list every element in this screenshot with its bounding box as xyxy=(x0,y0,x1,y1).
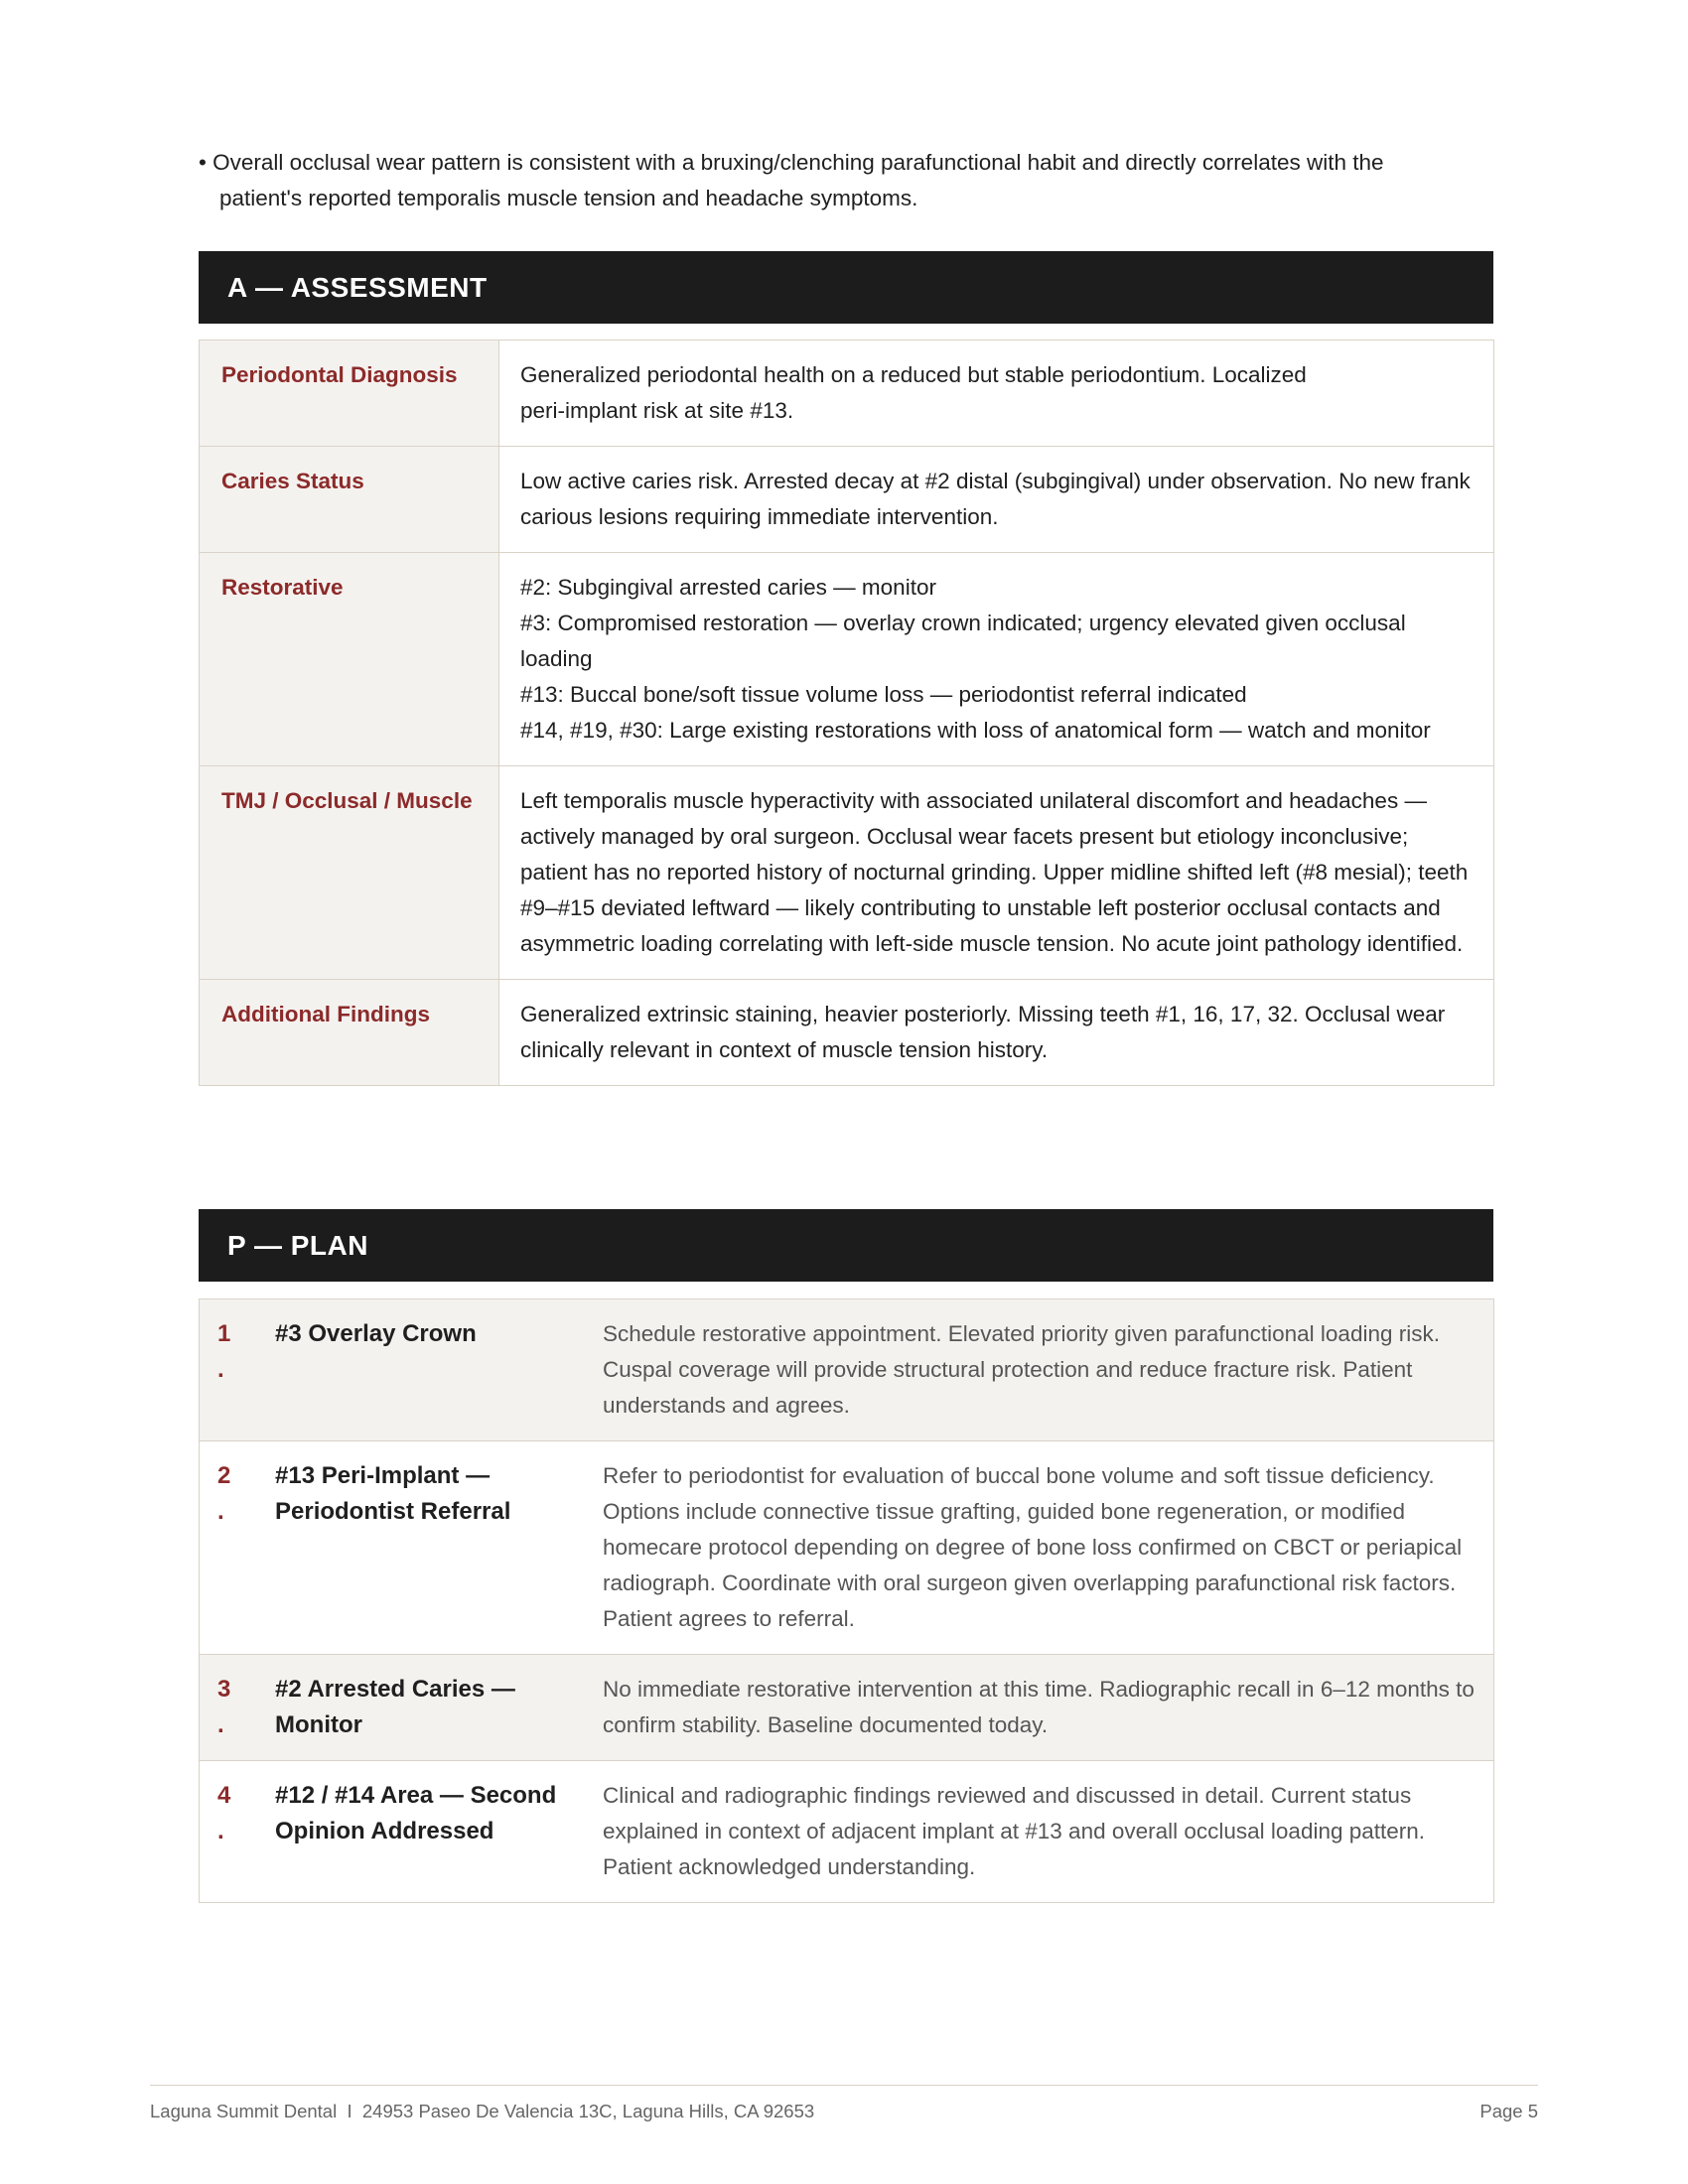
number-digit: 2 xyxy=(217,1462,231,1489)
plan-header: P — PLAN xyxy=(199,1209,1493,1282)
number-dot: . xyxy=(217,1711,224,1738)
row-value xyxy=(499,553,1494,766)
plan-item-desc: Clinical and radiographic findings reviewed and discussed in detail. Current status explained in context of adjacent implant at #13 and overall occlusal loading pattern. Patient acknowledged understanding. xyxy=(603,1761,1494,1903)
footer-page-number: Page 5 xyxy=(1479,2101,1538,2121)
intro-bullet xyxy=(199,145,1489,216)
intro-text-1: Overall occlusal wear pattern is consistent with a bruxing/clenching parafunctional habit and directly correlates with the xyxy=(212,150,1384,175)
row-value xyxy=(499,766,1494,980)
row-value xyxy=(499,447,1494,553)
value-line: peri-implant risk at site #13. xyxy=(520,398,794,423)
number-digit: 1 xyxy=(217,1320,231,1347)
number-dot: . xyxy=(217,1818,224,1844)
row-label: Restorative xyxy=(200,553,499,766)
plan-item xyxy=(200,1441,1494,1655)
row-value xyxy=(499,980,1494,1086)
plan-item xyxy=(200,1299,1494,1441)
value-line: Left temporalis muscle hyperactivity with associated unilateral discomfort and headaches — actively managed by oral surgeon. Occlusal wear facets present but etiology inconclusive; patient has no reported history of nocturnal grinding. Upper midline shifted left (#8 mesial); teeth #9–#15 deviated leftward — likely contributing to unstable left posterior occlusal contacts and asymmetric loading correlating with left-side muscle tension. No acute joint pathology identified. xyxy=(520,788,1469,956)
footer-practice-info: Laguna Summit Dental I 24953 Paseo De Valencia 13C, Laguna Hills, CA 92653 xyxy=(150,2101,815,2121)
row-label: Caries Status xyxy=(200,447,499,553)
table-row xyxy=(200,553,1494,766)
table-row xyxy=(200,447,1494,553)
value-line: Generalized extrinsic staining, heavier posteriorly. Missing teeth #1, 16, 17, 32. Occlusal wear clinically relevant in context of muscle tension history. xyxy=(520,1002,1446,1062)
number-digit: 4 xyxy=(217,1782,231,1809)
table-row xyxy=(200,766,1494,980)
plan-item-title: #2 Arrested Caries — Monitor xyxy=(255,1655,603,1761)
plan-item-title: #12 / #14 Area — Second Opinion Addressed xyxy=(255,1761,603,1903)
row-value xyxy=(499,341,1494,447)
row-label: TMJ / Occlusal / Muscle xyxy=(200,766,499,980)
number-digit: 3 xyxy=(217,1676,231,1703)
assessment-table xyxy=(199,340,1494,1086)
value-line: #14, #19, #30: Large existing restorations with loss of anatomical form — watch and monitor xyxy=(520,718,1431,743)
table-row xyxy=(200,341,1494,447)
intro-line-2: patient's reported temporalis muscle tension and headache symptoms. xyxy=(219,186,918,210)
number-dot: . xyxy=(217,1498,224,1525)
plan-item-desc: Refer to periodontist for evaluation of buccal bone volume and soft tissue deficiency. Options include connective tissue grafting, guided bone regeneration, or modified homecare protocol depending on degree of bone loss confirmed on CBCT or periapical radiograph. Coordinate with oral surgeon given overlapping parafunctional risk factors. Patient agrees to referral. xyxy=(603,1441,1494,1655)
row-label: Additional Findings xyxy=(200,980,499,1086)
value-line: #2: Subgingival arrested caries — monitor xyxy=(520,575,936,600)
value-line: #13: Buccal bone/soft tissue volume loss — periodontist referral indicated xyxy=(520,682,1247,707)
plan-item-number xyxy=(200,1299,256,1441)
value-line: Generalized periodontal health on a reduced but stable periodontium. Localized xyxy=(520,362,1307,387)
value-line: Low active caries risk. Arrested decay at #2 distal (subgingival) under observation. No new frank carious lesions requiring immediate intervention. xyxy=(520,469,1471,529)
bullet-marker: • xyxy=(199,150,207,175)
value-line: #3: Compromised restoration — overlay crown indicated; urgency elevated given occlusal loading xyxy=(520,611,1406,671)
assessment-header: A — ASSESSMENT xyxy=(199,251,1493,324)
plan-item xyxy=(200,1655,1494,1761)
plan-item-title: #3 Overlay Crown xyxy=(255,1299,603,1441)
intro-line-1 xyxy=(199,145,1489,181)
plan-item xyxy=(200,1761,1494,1903)
plan-table xyxy=(199,1298,1494,1903)
plan-item-title: #13 Peri-Implant — Periodontist Referral xyxy=(255,1441,603,1655)
plan-item-desc: Schedule restorative appointment. Elevated priority given parafunctional loading risk. Cuspal coverage will provide structural protection and reduce fracture risk. Patient understands and agrees. xyxy=(603,1299,1494,1441)
plan-item-number xyxy=(200,1761,256,1903)
number-dot: . xyxy=(217,1356,224,1383)
footer-divider xyxy=(150,2085,1538,2086)
row-label: Periodontal Diagnosis xyxy=(200,341,499,447)
plan-item-number xyxy=(200,1655,256,1761)
plan-item-desc: No immediate restorative intervention at this time. Radiographic recall in 6–12 months to confirm stability. Baseline documented today. xyxy=(603,1655,1494,1761)
plan-item-number xyxy=(200,1441,256,1655)
table-row xyxy=(200,980,1494,1086)
